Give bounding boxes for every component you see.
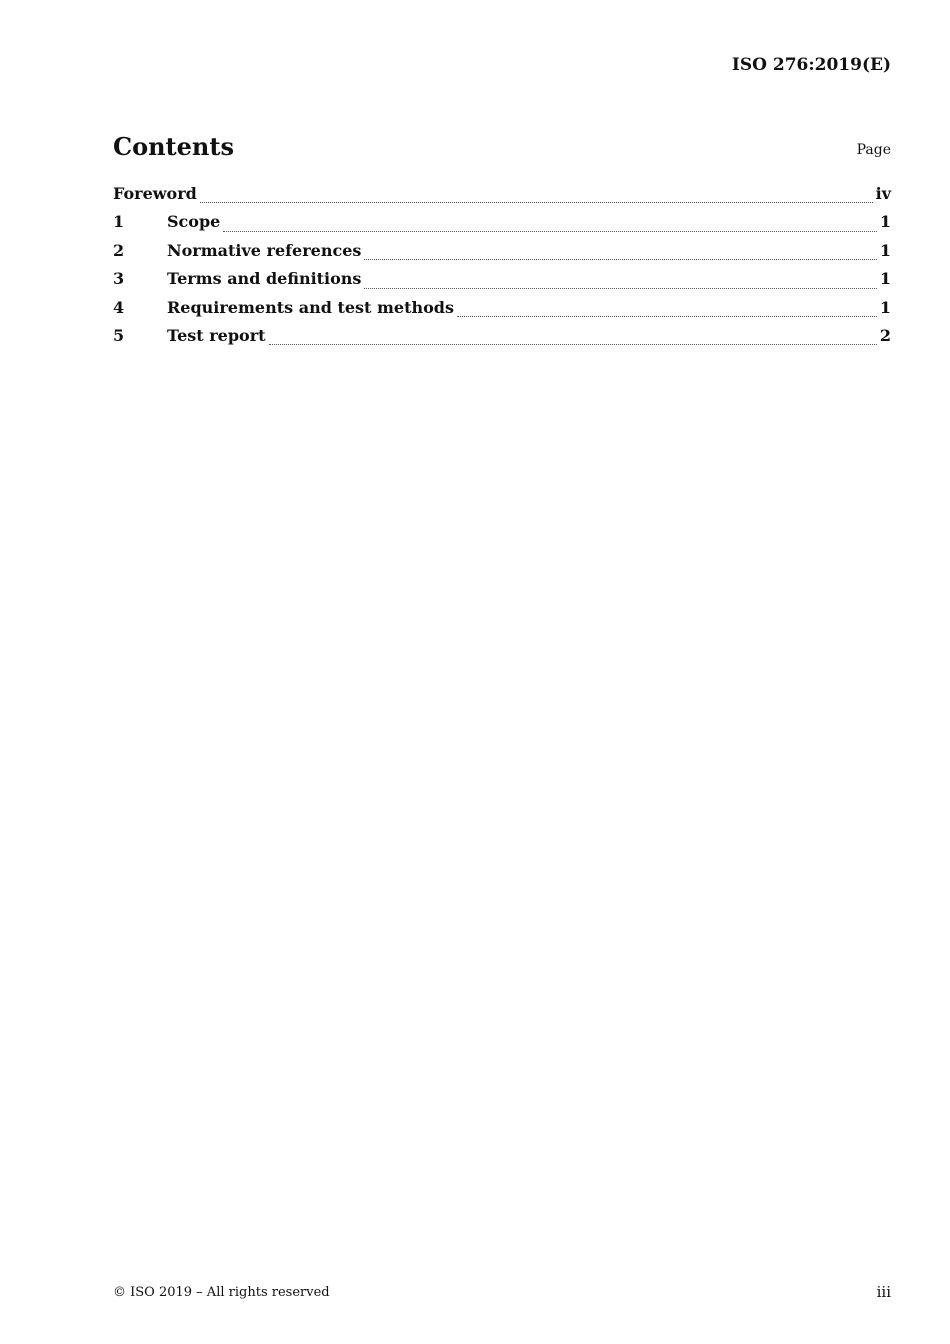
toc-entry-number: 5 [113, 325, 125, 345]
toc-entry-title[interactable]: Terms and definitions [167, 269, 362, 289]
page-number: iii [876, 1283, 891, 1301]
dot-leader [223, 230, 877, 232]
toc-entry-requirements-and-test-methods[interactable] [113, 298, 891, 326]
toc-entry-normative-references[interactable] [113, 241, 891, 269]
toc-entry-page[interactable]: 1 [879, 297, 891, 317]
toc-entry-number: 2 [113, 240, 125, 260]
toc-entry-page[interactable]: 1 [879, 240, 891, 260]
toc-entry-test-report[interactable] [113, 326, 891, 354]
toc-entry-page[interactable]: 1 [879, 212, 891, 232]
dot-leader [200, 201, 873, 203]
dot-leader [457, 315, 877, 317]
toc-entry-title[interactable]: Foreword [113, 184, 197, 203]
toc-entry-number: 1 [113, 212, 125, 232]
toc-entry-foreword[interactable] [113, 184, 891, 212]
toc-entry-terms-and-definitions[interactable] [113, 269, 891, 297]
toc-entry-title[interactable]: Test report [167, 325, 266, 345]
toc-entry-scope[interactable] [113, 212, 891, 240]
toc-entry-number: 3 [113, 269, 125, 289]
toc-entry-title[interactable]: Scope [167, 212, 221, 232]
dot-leader [364, 258, 876, 260]
toc-entry-title[interactable]: Normative references [167, 240, 362, 260]
table-of-contents [113, 184, 891, 354]
toc-entry-page[interactable]: 2 [879, 325, 891, 345]
toc-entry-title[interactable]: Requirements and test methods [167, 297, 454, 317]
document-id: ISO 276:2019(E) [731, 55, 891, 75]
toc-entry-page[interactable]: iv [875, 184, 891, 203]
contents-heading: Contents [113, 132, 234, 161]
toc-entry-page[interactable]: 1 [879, 269, 891, 289]
dot-leader [269, 343, 877, 345]
toc-entry-number: 4 [113, 297, 125, 317]
page-column-label: Page [856, 142, 891, 158]
dot-leader [364, 287, 876, 289]
copyright-notice: © ISO 2019 – All rights reserved [113, 1285, 330, 1300]
